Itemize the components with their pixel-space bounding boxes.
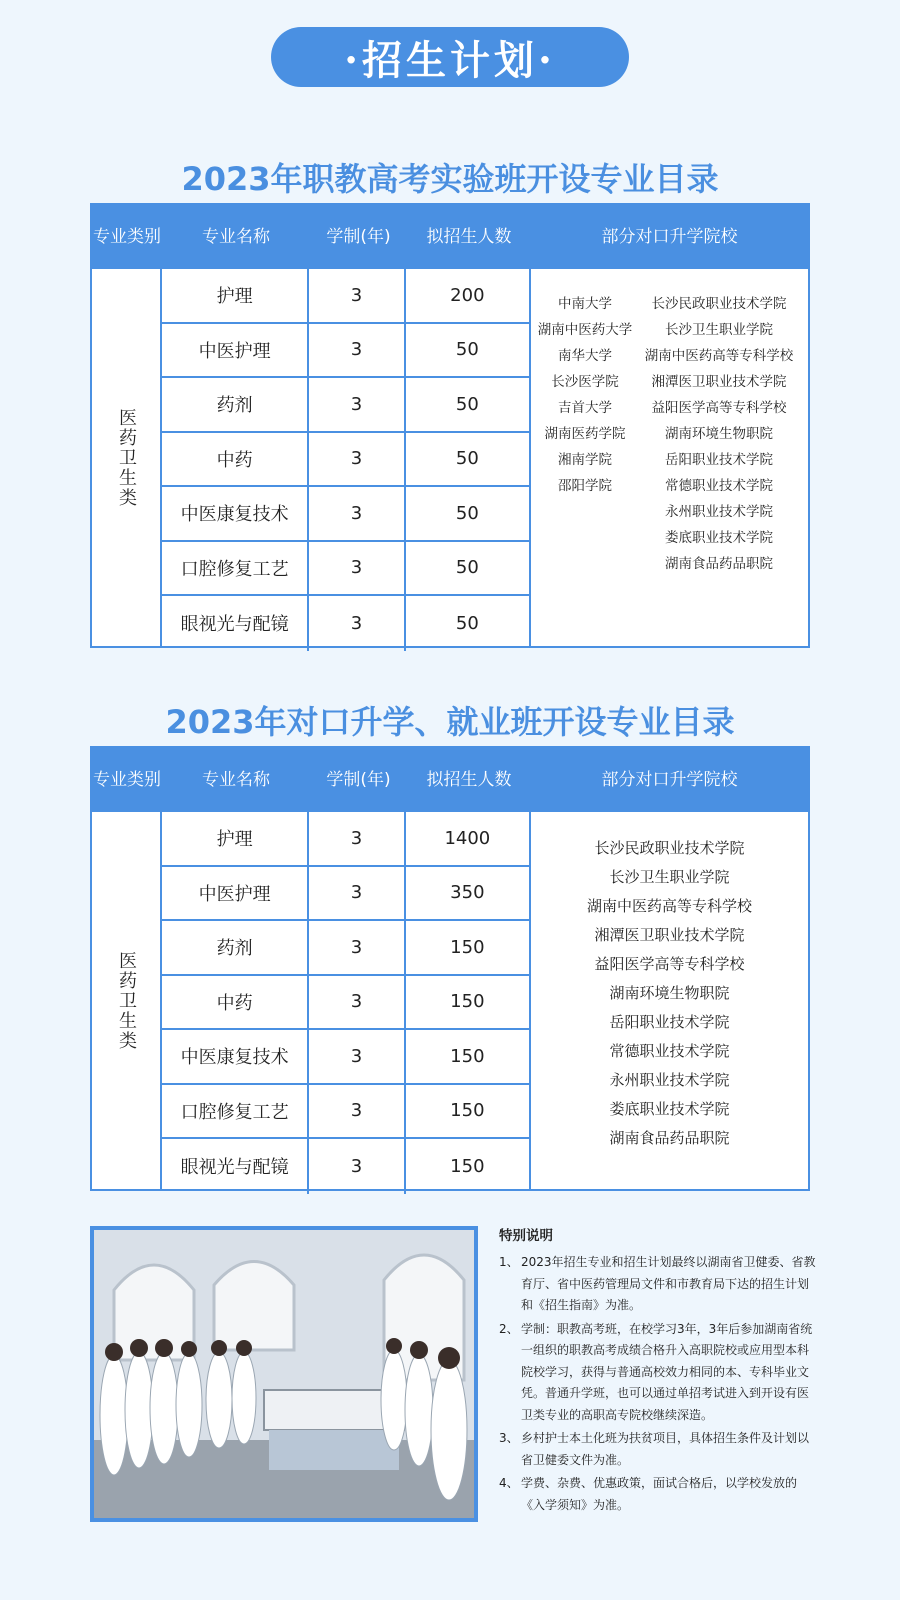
school-item: 长沙医学院 xyxy=(551,374,619,390)
note-number: 3、 xyxy=(499,1431,519,1445)
school-item: 永州职业技术学院 xyxy=(665,504,773,520)
major-years: 3 xyxy=(309,324,405,377)
school-item: 湖南中医药高等专科学校 xyxy=(586,897,752,915)
table-row xyxy=(162,433,529,488)
major-count: 150 xyxy=(450,1155,485,1177)
school-item: 永州职业技术学院 xyxy=(609,1071,730,1089)
major-name: 中药 xyxy=(162,433,309,486)
school-item: 湖南环境生物职院 xyxy=(609,984,730,1002)
school-item: 岳阳职业技术学院 xyxy=(665,452,773,468)
note-item xyxy=(499,1319,819,1427)
major-count: 50 xyxy=(455,502,479,524)
major-years: 3 xyxy=(309,1085,405,1138)
major-name: 中医康复技术 xyxy=(162,487,309,540)
schools-right-list xyxy=(643,291,795,577)
major-count: 50 xyxy=(455,448,479,470)
special-notes xyxy=(499,1224,819,1518)
major-count: 50 xyxy=(455,393,479,415)
major-years: 3 xyxy=(309,596,405,651)
school-item: 常德职业技术学院 xyxy=(609,1042,730,1060)
section2-table xyxy=(90,746,810,1191)
major-years: 3 xyxy=(309,433,405,486)
school-item: 长沙民政职业技术学院 xyxy=(651,296,787,312)
page-banner xyxy=(271,27,629,87)
table-row xyxy=(162,976,529,1031)
major-name: 中医康复技术 xyxy=(162,1030,309,1083)
note-item xyxy=(499,1252,819,1317)
table-row xyxy=(162,596,529,651)
category-cell xyxy=(92,812,162,1189)
note-number: 1、 xyxy=(499,1255,519,1269)
school-item: 吉首大学 xyxy=(558,400,612,416)
table-row xyxy=(162,1139,529,1194)
major-years: 3 xyxy=(309,487,405,540)
school-item: 岳阳职业技术学院 xyxy=(609,1013,730,1031)
table-row xyxy=(162,921,529,976)
header-count: 拟招生人数 xyxy=(426,769,512,790)
header-years: 学制(年) xyxy=(326,226,391,247)
header-major: 专业名称 xyxy=(202,226,270,247)
major-name: 中医护理 xyxy=(162,867,309,920)
school-item: 湘潭医卫职业技术学院 xyxy=(651,374,787,390)
major-count: 1400 xyxy=(444,827,491,849)
category-label: 医药卫生类 xyxy=(116,950,137,1051)
major-name: 药剂 xyxy=(162,378,309,431)
major-years: 3 xyxy=(309,269,405,322)
schools-cell xyxy=(531,269,808,646)
major-count: 150 xyxy=(450,991,485,1013)
major-years: 3 xyxy=(309,542,405,595)
table-row xyxy=(162,269,529,324)
major-years: 3 xyxy=(309,976,405,1029)
section1-title: 2023年职教高考实验班开设专业目录 xyxy=(181,160,719,198)
major-years: 3 xyxy=(309,1139,405,1194)
school-item: 湘南学院 xyxy=(558,452,612,468)
table-row xyxy=(162,1030,529,1085)
category-cell xyxy=(92,269,162,646)
note-item xyxy=(499,1428,819,1471)
school-item: 湖南食品药品职院 xyxy=(665,556,773,572)
major-name: 口腔修复工艺 xyxy=(162,1085,309,1138)
header-count: 拟招生人数 xyxy=(426,226,512,247)
major-years: 3 xyxy=(309,812,405,865)
table-header xyxy=(92,205,808,269)
major-years: 3 xyxy=(309,378,405,431)
header-schools: 部分对口升学院校 xyxy=(601,769,738,790)
major-count: 150 xyxy=(450,936,485,958)
school-item: 湘潭医卫职业技术学院 xyxy=(594,926,745,944)
major-name: 中药 xyxy=(162,976,309,1029)
major-name: 眼视光与配镜 xyxy=(162,596,309,651)
note-text: 2023年招生专业和招生计划最终以湖南省卫健委、省教育厅、省中医药管理局文件和市教育局下达的招生计划和《招生指南》为准。 xyxy=(521,1255,816,1312)
school-item: 中南大学 xyxy=(558,296,612,312)
schools-cell xyxy=(531,812,808,1189)
note-number: 4、 xyxy=(499,1476,519,1490)
school-item: 湖南环境生物职院 xyxy=(665,426,773,442)
major-count: 150 xyxy=(450,1100,485,1122)
category-label: 医药卫生类 xyxy=(116,407,137,508)
school-item: 南华大学 xyxy=(558,348,612,364)
section1-table xyxy=(90,203,810,648)
table-row xyxy=(162,324,529,379)
school-item: 湖南中医药高等专科学校 xyxy=(644,348,794,364)
major-years: 3 xyxy=(309,921,405,974)
classroom-scene xyxy=(94,1230,474,1518)
major-rows xyxy=(162,812,531,1189)
header-years: 学制(年) xyxy=(326,769,391,790)
school-item: 娄底职业技术学院 xyxy=(609,1100,730,1118)
major-count: 150 xyxy=(450,1045,485,1067)
table-row xyxy=(162,867,529,922)
note-text: 学费、杂费、优惠政策，面试合格后，以学校发放的《入学须知》为准。 xyxy=(521,1476,798,1512)
table-row xyxy=(162,542,529,597)
major-count: 50 xyxy=(455,339,479,361)
notes-list xyxy=(499,1252,819,1516)
major-name: 眼视光与配镜 xyxy=(162,1139,309,1194)
major-name: 口腔修复工艺 xyxy=(162,542,309,595)
note-item xyxy=(499,1473,819,1516)
major-name: 中医护理 xyxy=(162,324,309,377)
major-rows xyxy=(162,269,531,646)
note-number: 2、 xyxy=(499,1321,519,1336)
header-category: 专业类别 xyxy=(93,769,161,790)
nursing-class-photo xyxy=(90,1226,478,1522)
major-count: 50 xyxy=(455,557,479,579)
school-item: 湖南医药学院 xyxy=(544,426,626,442)
schools-left-list xyxy=(535,291,635,499)
major-count: 50 xyxy=(455,612,479,634)
school-item: 娄底职业技术学院 xyxy=(665,530,773,546)
table-header xyxy=(92,748,808,812)
table-row xyxy=(162,812,529,867)
header-category: 专业类别 xyxy=(93,226,161,247)
school-item: 长沙民政职业技术学院 xyxy=(594,839,745,857)
notes-title: 特别说明 xyxy=(499,1228,553,1244)
table-row xyxy=(162,378,529,433)
school-item: 湖南中医药大学 xyxy=(537,322,633,338)
major-name: 护理 xyxy=(162,812,309,865)
school-item: 益阳医学高等专科学校 xyxy=(651,400,787,416)
school-item: 邵阳学院 xyxy=(558,478,612,494)
major-count: 200 xyxy=(450,284,485,306)
header-schools: 部分对口升学院校 xyxy=(601,226,738,247)
header-major: 专业名称 xyxy=(202,769,270,790)
school-item: 长沙卫生职业学院 xyxy=(609,868,730,886)
note-text: 学制：职教高考班，在校学习3年，3年后参加湖南省统一组织的职教高考成绩合格升入高职院校或应用型本科院校学习，获得与普通高校效力相同的本、专科毕业文凭。普通升学班，也可以通过单招考试进入到开设有医卫类专业的高职高专院校继续深造。 xyxy=(521,1321,813,1422)
major-count: 350 xyxy=(450,882,485,904)
school-item: 湖南食品药品职院 xyxy=(609,1129,730,1147)
schools-list xyxy=(531,834,808,1153)
note-text: 乡村护士本土化班为扶贫项目，具体招生条件及计划以省卫健委文件为准。 xyxy=(521,1431,810,1467)
major-name: 药剂 xyxy=(162,921,309,974)
table-row xyxy=(162,1085,529,1140)
table-row xyxy=(162,487,529,542)
section2-title: 2023年对口升学、就业班开设专业目录 xyxy=(165,703,735,741)
school-item: 益阳医学高等专科学校 xyxy=(594,955,745,973)
major-name: 护理 xyxy=(162,269,309,322)
major-years: 3 xyxy=(309,867,405,920)
school-item: 长沙卫生职业学院 xyxy=(665,322,773,338)
school-item: 常德职业技术学院 xyxy=(665,478,773,494)
major-years: 3 xyxy=(309,1030,405,1083)
banner-title: ·招生计划· xyxy=(344,36,556,84)
